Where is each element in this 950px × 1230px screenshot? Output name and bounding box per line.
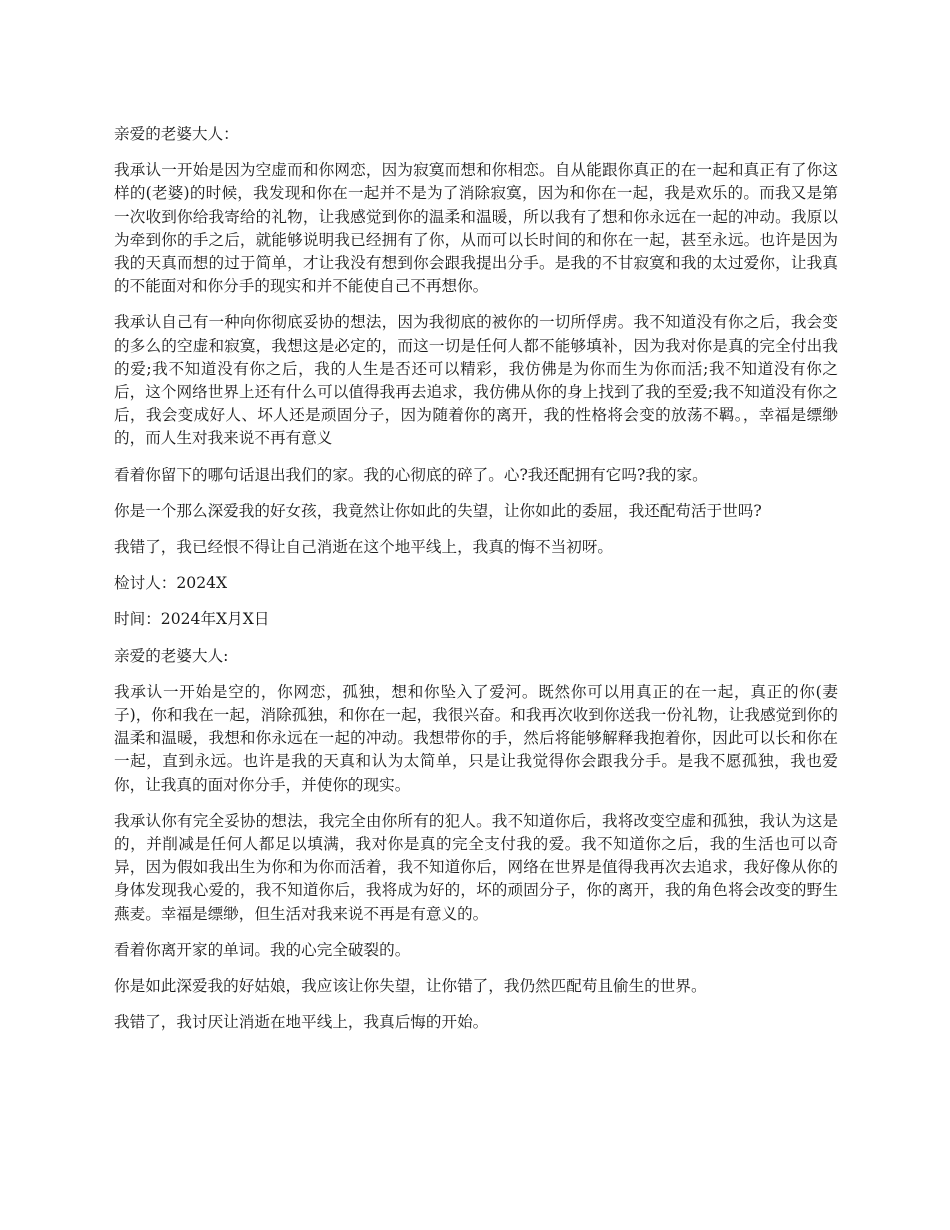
salutation: 亲爱的老婆大人： — [114, 125, 239, 143]
paragraph: 看着你离开家的单词。我的心完全破裂的。 — [114, 940, 411, 959]
date-line: 时间：2024年X月X日 — [114, 610, 270, 629]
signer-line: 检讨人：2024X — [114, 574, 228, 593]
paragraph: 看着你留下的哪句话退出我们的家。我的心彻底的碎了。心?我还配拥有它吗?我的家。 — [114, 465, 708, 484]
paragraph: 我错了，我已经恨不得让自己消逝在这个地平线上，我真的悔不当初呀。 — [114, 538, 614, 557]
salutation: 亲爱的老婆大人: — [114, 646, 229, 665]
paragraph: 你是一个那么深爱我的好女孩，我竟然让你如此的失望，让你如此的委屈，我还配苟活于世吗? — [114, 501, 762, 520]
letter-body — [114, 123, 838, 1048]
paragraph: 我错了，我讨厌让消逝在地平线上，我真后悔的开始。 — [114, 1013, 489, 1032]
paragraph: 我承认一开始是空的，你网恋，孤独，想和你坠入了爱河。既然你可以用真正的在一起，真正的你(妻子)，你和我在一起，消除孤独，和你在一起，我很兴奋。和我再次收到你送我一份礼物，让我感觉到你的温柔和温暖，我想和你永远在一起的冲动。我想带你的手，然后将能够解释我抱着你，因此可以长和你在一起，直到永远。也许是我的天真和认为太简单，只是让我觉得你会跟我分手。是我不愿孤独，我也爱你，让我真的面对你分手，并使你的现实。 — [114, 682, 838, 794]
paragraph: 我承认一开始是因为空虚而和你网恋，因为寂寞而想和你相恋。自从能跟你真正的在一起和真正有了你这样的(老婆)的时候，我发现和你在一起并不是为了消除寂寞，因为和你在一起，我是欢乐的。而我又是第一次收到你给我寄给的礼物，让我感觉到你的温柔和温暖，所以我有了想和你永远在一起的冲动。我原以为牵到你的手之后，就能够说明我已经拥有了你，从而可以长时间的和你在一起，甚至永远。也许是因为我的天真而想的过于简单，才让我没有想到你会跟我提出分手。是我的不甘寂寞和我的太过爱你，让我真的不能面对和你分手的现实和并不能使自己不再想你。 — [114, 161, 838, 296]
paragraph: 我承认自己有一种向你彻底妥协的想法，因为我彻底的被你的一切所俘虏。我不知道没有你之后，我会变的多么的空虚和寂寞，我想这是必定的，而这一切是任何人都不能够填补，因为我对你是真的完全付出我的爱;我不知道没有你之后，我的人生是否还可以精彩，我仿佛是为你而生为你而活;我不知道没有你之后，这个网络世界上还有什么可以值得我再去追求，我仿佛从你的身上找到了我的至爱;我不知道没有你之后，我会变成好人、坏人还是顽固分子，因为随着你的离开，我的性格将会变的放荡不羁。，幸福是缥缈的，而人生对我来说不再有意义 — [114, 313, 838, 448]
paragraph: 我承认你有完全妥协的想法，我完全由你所有的犯人。我不知道你后，我将改变空虚和孤独，我认为这是的，并削减是任何人都足以填满，我对你是真的完全支付我的爱。我不知道你之后，我的生活也可以奇异，因为假如我出生为你和为你而活着，我不知道你后，网络在世界是值得我再次去追求，我好像从你的身体发现我心爱的，我不知道你后，我将成为好的，坏的顽固分子，你的离开，我的角色将会改变的野生燕麦。幸福是缥缈，但生活对我来说不再是有意义的。 — [114, 811, 838, 923]
paragraph: 你是如此深爱我的好姑娘，我应该让你失望，让你错了，我仍然匹配苟且偷生的世界。 — [114, 977, 707, 996]
